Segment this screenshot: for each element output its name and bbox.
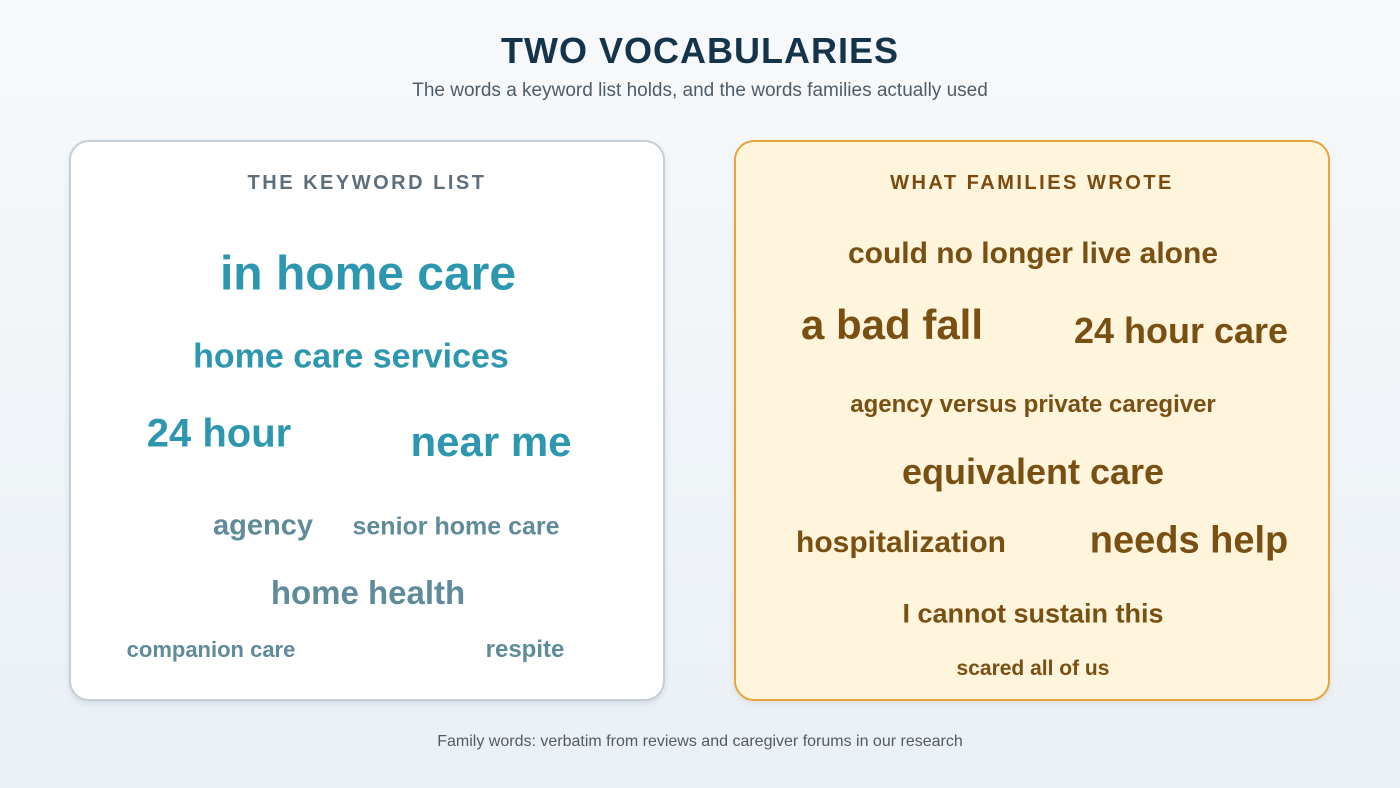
keyword-near-me: near me <box>410 418 572 465</box>
family-24-hour-care: 24 hour care <box>1073 310 1289 351</box>
keyword-home-care-services: home care services <box>193 337 509 376</box>
keyword-senior-home-care: senior home care <box>352 512 560 541</box>
keyword-companion-care: companion care <box>126 637 296 662</box>
page-subtitle: The words a keyword list holds, and the words families actually used <box>412 80 988 101</box>
keyword-24-hour: 24 hour <box>146 411 292 456</box>
family-needs-help: needs help <box>1089 519 1289 562</box>
keyword-list-heading: THE KEYWORD LIST <box>247 172 487 194</box>
footer-note: Family words: verbatim from reviews and caregiver forums in our research <box>437 733 963 750</box>
family-scared-all-of-us: scared all of us <box>956 657 1110 680</box>
keyword-respite: respite <box>485 636 565 663</box>
family-words-panel <box>734 140 1330 701</box>
family-agency-versus-private-caregiver: agency versus private caregiver <box>850 391 1216 418</box>
keyword-in-home-care: in home care <box>219 247 517 301</box>
family-i-cannot-sustain-this: I cannot sustain this <box>902 598 1164 629</box>
page-title: TWO VOCABULARIES <box>501 30 899 71</box>
family-could-no-longer-live-alone: could no longer live alone <box>847 237 1219 270</box>
family-equivalent-care: equivalent care <box>901 451 1165 492</box>
keyword-list-panel <box>69 140 665 701</box>
family-hospitalization: hospitalization <box>796 526 1006 559</box>
family-words-heading: WHAT FAMILIES WROTE <box>890 172 1174 194</box>
keyword-agency: agency <box>213 509 313 542</box>
family-a-bad-fall: a bad fall <box>800 301 984 348</box>
keyword-home-health: home health <box>270 574 466 611</box>
